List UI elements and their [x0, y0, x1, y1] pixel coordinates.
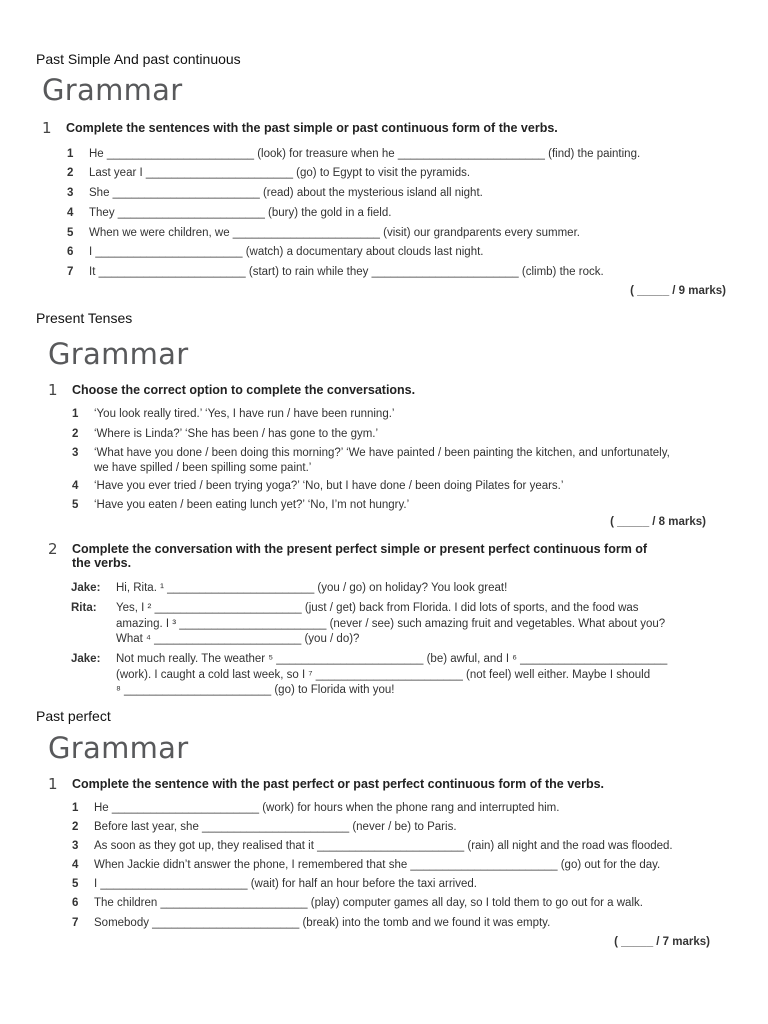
exercise-heading — [48, 542, 647, 570]
item-text: ‘Where is Linda?’ ‘She has been / has gone to the gym.’ — [94, 428, 379, 440]
exercise-item — [67, 265, 604, 280]
exercise-item — [72, 839, 673, 854]
item-text: The children _______________________ (play) computer games all day, so I told them to go out for a walk. — [94, 897, 643, 909]
exercise-item — [67, 166, 470, 181]
speaker-name: Jake: — [71, 653, 101, 665]
item-text: Before last year, she _______________________ (never / be) to Paris. — [94, 821, 457, 833]
item-number: 4 — [72, 480, 79, 492]
item-text: ‘You look really tired.’ ‘Yes, I have run / have been running.’ — [94, 408, 395, 420]
exercise-number: 2 — [48, 540, 58, 558]
item-number: 5 — [67, 227, 74, 239]
item-text: When Jackie didn’t answer the phone, I remembered that she _______________________ (go) out for the day. — [94, 859, 661, 871]
dialogue-line — [71, 581, 507, 597]
exercise-instruction: Complete the sentence with the past perfect or past perfect continuous form of the verbs. — [72, 777, 605, 791]
exercise-item — [72, 498, 409, 513]
item-number: 1 — [72, 408, 79, 420]
item-text: Last year I _______________________ (go) to Egypt to visit the pyramids. — [89, 167, 471, 179]
exercise-item — [72, 479, 563, 494]
exercise-heading — [48, 777, 604, 793]
item-number: 3 — [72, 840, 79, 852]
exercise-number: 1 — [48, 775, 58, 793]
exercise-instruction: Complete the sentences with the past simple or past continuous form of the verbs. — [66, 121, 558, 135]
exercise-item — [72, 801, 559, 816]
item-text: I _______________________ (watch) a documentary about clouds last night. — [89, 246, 484, 258]
item-text: They _______________________ (bury) the gold in a field. — [89, 207, 392, 219]
item-number: 7 — [67, 266, 74, 278]
exercise-item — [67, 147, 640, 162]
exercise-item — [72, 427, 378, 442]
item-text: He _______________________ (look) for treasure when he _______________________ (find) the painting. — [89, 148, 641, 160]
item-text: As soon as they got up, they realised that it _______________________ (rain) all night and the road was flooded. — [94, 840, 673, 852]
exercise-heading — [42, 121, 558, 137]
item-text: Somebody _______________________ (break) into the tomb and we found it was empty. — [94, 917, 551, 929]
section-label-past-perfect: Past perfect — [36, 708, 111, 724]
dialogue-text: Hi, Rita. ¹ _______________________ (you / go) on holiday? You look great! — [116, 582, 508, 594]
dialogue-line — [71, 601, 665, 648]
dialogue-line — [71, 652, 667, 699]
item-text: ‘Have you eaten / been eating lunch yet?’ ‘No, I’m not hungry.’ — [94, 499, 410, 511]
item-number: 4 — [72, 859, 79, 871]
exercise-item — [67, 245, 483, 260]
grammar-heading: Grammar — [48, 731, 189, 765]
item-text: When we were children, we _______________________ (visit) our grandparents every summer. — [89, 227, 580, 239]
item-number: 2 — [67, 167, 74, 179]
exercise-item — [72, 916, 550, 931]
exercise-number: 1 — [42, 119, 52, 137]
marks-total: ( _____ / 7 marks) — [614, 936, 710, 948]
exercise-item — [72, 407, 394, 422]
exercise-heading — [48, 383, 415, 399]
exercise-instruction: Complete the conversation with the present perfect simple or present perfect continuous form of the verbs. — [72, 542, 648, 570]
exercise-item — [72, 446, 670, 476]
item-number: 6 — [67, 246, 74, 258]
speaker-name: Jake: — [71, 582, 101, 594]
section-label-past-simple: Past Simple And past continuous — [36, 51, 241, 67]
exercise-item — [72, 820, 457, 835]
exercise-item — [67, 186, 483, 201]
exercise-item — [67, 206, 391, 221]
item-number: 7 — [72, 917, 79, 929]
grammar-heading: Grammar — [48, 337, 189, 371]
item-number: 2 — [72, 428, 79, 440]
item-number: 1 — [72, 802, 79, 814]
item-text: ‘What have you done / been doing this morning?’ ‘We have painted / been painting the kitchen, and unfortunately, we have spilled / been spilling some paint.’ — [94, 447, 670, 474]
item-text: It _______________________ (start) to rain while they _______________________ (climb) the rock. — [89, 266, 604, 278]
exercise-item — [72, 877, 477, 892]
dialogue-text: Not much really. The weather ⁵ _______________________ (be) awful, and I ⁶ _______________________ (work). I caught a cold last week, so I ⁷ _______________________ (not feel) well either. Maybe I should ⁸ _______________________ (go) to Florida with you! — [116, 653, 668, 696]
exercise-item — [72, 896, 643, 911]
item-number: 3 — [67, 187, 74, 199]
item-text: She _______________________ (read) about the mysterious island all night. — [89, 187, 483, 199]
exercise-item — [72, 858, 660, 873]
item-number: 2 — [72, 821, 79, 833]
item-text: I _______________________ (wait) for half an hour before the taxi arrived. — [94, 878, 477, 890]
item-number: 4 — [67, 207, 74, 219]
item-number: 1 — [67, 148, 74, 160]
item-text: He _______________________ (work) for hours when the phone rang and interrupted him. — [94, 802, 560, 814]
marks-total: ( _____ / 8 marks) — [610, 516, 706, 528]
section-label-present-tenses: Present Tenses — [36, 310, 133, 326]
exercise-instruction: Choose the correct option to complete the conversations. — [72, 383, 416, 397]
dialogue-text: Yes, I ² _______________________ (just / get) back from Florida. I did lots of sports, and the food was amazing. I ³ _______________________ (never / see) such amazing fruit and vegetables. What about you? What ⁴ _______________________ (you / do)? — [116, 602, 666, 645]
grammar-heading: Grammar — [42, 73, 183, 107]
speaker-name: Rita: — [71, 602, 97, 614]
marks-total: ( _____ / 9 marks) — [630, 285, 726, 297]
exercise-item — [67, 226, 580, 241]
item-number: 3 — [72, 447, 79, 459]
exercise-number: 1 — [48, 381, 58, 399]
item-text: ‘Have you ever tried / been trying yoga?’ ‘No, but I have done / been doing Pilates for years.’ — [94, 480, 564, 492]
item-number: 5 — [72, 499, 79, 511]
item-number: 6 — [72, 897, 79, 909]
item-number: 5 — [72, 878, 79, 890]
